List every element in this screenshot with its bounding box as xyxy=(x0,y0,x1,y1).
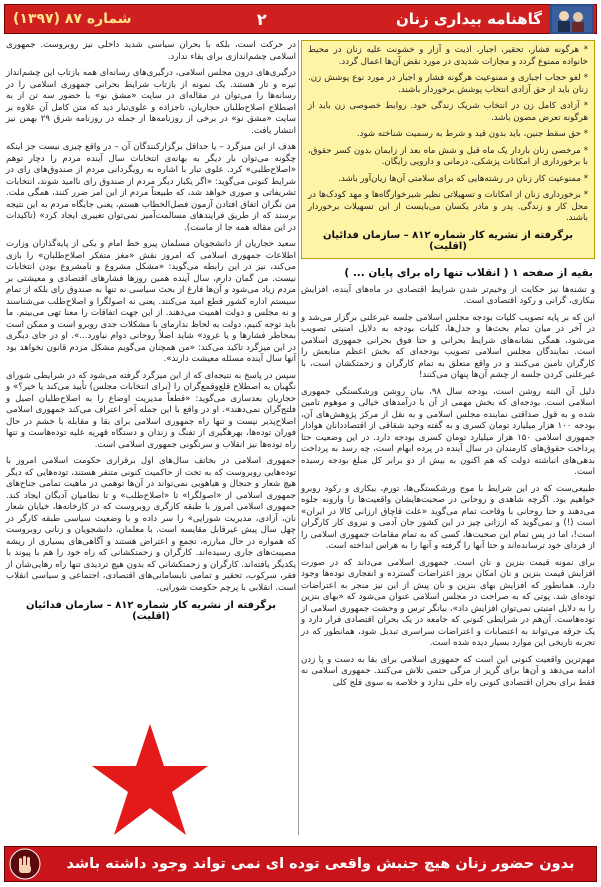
continuation-heading: بقیه از صفحه ۱ ( انقلاب تنها راه برای پایان ... ) xyxy=(344,266,593,279)
left-column xyxy=(6,40,296,840)
article-source-credit: برگرفته از نشریه کار شماره ۸۱۲ – سازمان فدائیان (اقلیت) xyxy=(25,600,277,622)
bottom-banner xyxy=(4,846,597,882)
demand-item: * حق سقط جنین، باید بدون قید و شرط به رسمیت شناخته شود. xyxy=(356,129,588,139)
article-paragraph: برای نمونه قیمت بنزین و نان است. جمهوری اسلامی می‌داند که در صورت افزایش قیمت بنزین و نان امکان بروز اعتراضات گسترده و انفجاری توده‌ها وجود دارد. همانطور که افزایش بهای بنزین و نان پیش از این نیز منجر به اعتراضات توده‌ای شد. پوتی که به صراحت در مجلس اسلامی عنوان می‌شود که «بهای بنزین را به دلایل امنیتی نمی‌توان افزایش داد»، بیانگر ترس و وحشت جمهوری اسلامی از توده‌هاست. آن‌هم در شرایطی کنونی که جامعه در یک بحران اقتصادی فرار دارد و یک جرقه می‌تواند به اعتصابات و اعتراضات سراسری تبدیل شود، همانطور که در تجربه تاریخی این موارد بسیار دیده شده است. xyxy=(301,557,595,648)
stop-hand-icon xyxy=(5,847,45,881)
page-number: ۲ xyxy=(256,9,267,29)
right-column xyxy=(301,40,595,840)
article-paragraph: هدف از این میزگرد – یا حداقل برگزارکنندگان آن – در واقع چیزی نیست جز اینکه چگونه می‌توان بار دیگر به بهانه‌ی انتخابات سال آینده مردم را دچار توهم «اصلاح‌طلبی» کرد. علوی تبار با اشاره به رویگردانی مردم از صندوق‌های رای در شرایط کنونی می‌گوید: «اگر یکبار دیگر مردم از صندوق رای ناامید شوند، انتخابات تشریفاتی و صوری خواهد شد، که طبیعتاً مردم از این امر ضرر کنند، همگی ملت. من نگران اتفاق افتادن آزمون فصل‌الخطاب هستم، یعنی جایگاه مردم به این نتیجه برسند که از طریق فرایندهای مسالمت‌آمیز نمی‌توان تغییری ایجاد کرد» (تاکیدات در این مقاله همه جا از ماست). xyxy=(6,142,296,233)
demands-box xyxy=(301,40,595,259)
red-star-icon xyxy=(90,722,210,838)
issue-number: شماره ۸۷ (۱۳۹۷) xyxy=(13,11,132,27)
banner-slogan: بدون حضور زنان هیچ جنبش واقعی توده ای نمی تواند وجود داشته باشد xyxy=(66,856,575,872)
demand-item: * آزادی کامل زن در انتخاب شریک زندگی خود. روابط خصوصی زن باید از هرگونه تعرض مصون باشد. xyxy=(308,101,588,123)
article-paragraph: سپس در پاسخ به نتیجه‌ای که از این میزگرد گرفته می‌شود که در شرایطی شورای نگهبان به اصطلاح قلع‌وقمع‌گران را (برای انتخابات مجلس) تأیید می‌کند یا خیر؟» و حجاریان بعدسازی می‌گوید: «قطعاً مدیریت اوضاع را به اصلاح‌طلبان اصیل و فلتج‌گران نمی‌دهند». او در واقع با این جمله آخر اعتراف می‌کند جمهوری اسلامی اصلاح‌پذیر نیست و تنها راه جمهوری اسلامی برای بقا و مقابله با خشم در حال فوران توده‌ها، بهرهگیری از تفنگ و زندان و دستگاه قهریه علیه توده‌هاست و تنها راه توده‌ها نیز انقلاب و سرنگونی جمهوری اسلامی است. xyxy=(6,370,296,450)
article-paragraph: در حرکت است، بلکه با بحران سیاسی شدید داخلی نیز روبروست. جمهوری اسلامی چشم‌اندازی برای بقاء ندارد. xyxy=(6,40,296,62)
article-continuation xyxy=(301,285,595,690)
header-bar xyxy=(4,4,597,34)
article-paragraph: جمهوری اسلامی در بخاتف سال‌های اول برقراری حکومت اسلامی امروز با توده‌هایی روبروست که به تحت از حاکمیت کنونی متنفر هستند، توده‌هایی که دیگر هیچ شعار و جنجال و هیاهویی نمی‌تواند در آن‌ها توهمی در ماهیت تمامی جناح‌های جمهوری اسلامی از «اصولگرا» تا «اصلاح‌طلب» و تا نظامیان آدیگان ایجاد کند. جمهوری اسلامی امروز با طبقه کارگری روبروست که در کارخانه‌ها، خیابان شعار نان، آزادی، مدیریت شورایی» را سر داده و با وضعیت سیاسی طبقه کارگر در چهل سال پیش غیرقابل مقایسه است. با معلمان، دانشجویان و زنانی روبروست که همواره در حال مبارزه، تجمع و اعتراض هستند و آگاهی‌های بسیاری از ریشه مصیبت‌های جاری رسیده‌اند. کارگران و زحمتکشانی که راه خود را هم با پیوند با یکدیگر یافته‌اند. کارگران و زحمتکشانی که بدون هیچ تردیدی تنها راه رهایی‌شان از فقر، سرکوب، تحقیر و تمامی نابسامانی‌های اقتصادی، اجتماعی و سیاسی انقلاب است. انقلابی با پرچم حکومت شورایی. xyxy=(6,456,296,593)
article-paragraph: و تشنه‌ها نیز حکایت از وخیم‌تر شدن شرایط اقتصادی در ماه‌های آینده، افزایش بیکاری، گرانی و رکود اقتصادی است. xyxy=(301,284,595,306)
demand-item: * لغو حجاب اجباری و ممنوعیت هرگونه فشار و اجبار در مورد نوع پوشش زن. زنان باید از حق آزادی انتخاب پوشش برخوردار باشند. xyxy=(308,73,588,95)
article-paragraph: درگیری‌های درون مجلس اسلامی، درگیری‌های رسانه‌ای همه بازتاب این چشم‌انداز تیره و تار هستند. یک نمونه از بازتاب شرایط بحرانی جمهوری اسلامی را در رسانه‌ها را می‌توان در مقاله‌ای در سایت «مشق نو» با حضور سه تن از به اصطلاح اصلاح‌طلبان حجاریان، تاجزاده و علوی‌تبار دید که متن کامل آن علاوه بر سایت «مشق نو» در برخی از روزنامه‌ها از جمله در روزنامه شرق ۲۹ بهمن نیز انتشار یافت. xyxy=(6,68,297,136)
column-divider xyxy=(298,40,299,835)
article-paragraph: طبیعی‌ست که در این شرایط با موج ورشکستگی‌ها، تورم، بیکاری و رکود روبرو خواهیم بود. اگرچه شاهدی و روحانی در صحبت‌هایشان واقعیت‌ها را وارونه جلوه می‌دهند و حتا روحانی با وقاحت تمام می‌گوید «علت قاچاق ارزانی کالا در ایران» است (!) و نمی‌گوید که ارزانی چیز در این کشور جان آدمی و نیروی کار کارگران است!، اما در پس تمام این صحبت‌ها، کسی که به تمام مقامات جمهوری اسلامی را از فردای خود ترسانده‌اند و حتا آنها را گرفته و آنها را به هراس انداخته است. xyxy=(301,483,595,551)
demand-item: * هرگونه فشار، تحقیر، اجبار، اذیت و آزار و خشونت علیه زنان در محیط خانواده ممنوع گردد و مجازات شدیدی در مورد نقض آن‌ها اعمال گردد. xyxy=(308,45,588,67)
demand-item: * مرخصی زنان باردار یک ماه قبل و شش ماه بعد از زایمان بدون کسر حقوق، با برخورداری از امکانات پزشکی، درمانی و دارویی رایگان. xyxy=(308,145,588,167)
demand-item: * برخورداری زنان از امکانات و تسهیلاتی نظیر شیرخوارگاه‌ها و مهد کودک‌ها در محل کار و زندگی. پدر و مادر یکسان می‌بایست از این تسهیلات برخوردار باشند. xyxy=(308,190,588,223)
article-paragraph: مهم‌ترین واقعیت کنونی این است که جمهوری اسلامی برای بقا به دست و پا زدن ادامه می‌دهد و آن‌ها برای گریز از مرگی حتمی تلاش می‌کنند. جمهوری اسلامی نه فقط برای بحران اقتصادی کنونی راه حلی ندارد و خلاصه به سوی فلج کلی xyxy=(301,654,595,688)
newsletter-title: گاهنامه بیداری زنان xyxy=(396,10,542,28)
article-paragraph: سعید حجاریان از دانشجویان مسلمان پیرو خط امام و یکی از پایه‌گذاران وزارت اطلاعات جمهوری اسلامی که امروز نقش «مغز متفکر اصلاح‌طلبان» را بازی می‌کند، نیز در این رابطه می‌گوید: «مشکل مشروع و نامشروع بودن انتخابات نیست. من گمان دارم، سال آینده همین روزها فشارهای اقتصادی و معیشتی بر مردم زیاد می‌شود و آن‌ها فارغ از بحث سیاسی نه تنها به صندوق رای بلکه از تمام سیستم اداره کشور قطع امید می‌کنند. یعنی نه اصولگرا و اصلاح‌طلب می‌شناسند و نه مجلس و دولت اهمیت می‌دهند. از این جهت اتفاقات را معنا تهی می‌بینم. ما باید توجه کنیم، دولت به لحاظ ندارمای با مشکلات جدی روبرو است و ممکن است بمحاطر فشارها و یا عرود» شاید اصلاً روحانی دوام نیاورد...». او در جای دیگری در این میزگرد تاکید می‌کند: «من همچنان می‌گویم مشکل مردم قانون نخواهد بود آنها سال آینده مسئله معیشت دارند». xyxy=(6,239,296,364)
demand-item: * ممنوعیت کار زنان در رشته‌هایی که برای سلامتی آن‌ها زیان‌آور باشد. xyxy=(338,173,588,184)
article-body xyxy=(6,40,296,594)
article-paragraph: این که بر پایه تصویب کلیات بودجه مجلس اسلامی جلسه غیرعلنی برگزار می‌شد و در آخر در میان تمام بحث‌ها و جدل‌ها، کلیات بودجه به دلایل امنیتی تصویب می‌شود، همگی نشانه‌های شرایط بحرانی و حتا فوق بحرانی جمهوری اسلامی است. نمایندگان مجلس اسلامی تصویب بودجه‌ای که بخش اعظم منابعش را کارگران تامین می‌کنند و در واقع متعلق به تمام کارگران و زحمتکشان است، با غیرعلنی کردن جلسه از چشم آن‌ها پنهان می‌کنند! xyxy=(301,312,595,380)
logo-icon xyxy=(550,4,594,34)
box-source-credit: برگرفته از نشریه کار شماره ۸۱۲ – سازمان فدائیان (اقلیت) xyxy=(322,229,574,252)
article-paragraph: دلیل آن البته روشن است، بودجه سال ۹۸، بیان روشن ورشکستگی جمهوری اسلامی است. بودجه‌ای که بخش مهمی از آن با درآمدهای خیالی و موهوم تامین شده و به قول صداقتی نماینده مجلس اسلامی و به نقل از مرکز پژوهش‌های آن، بودجه ۱۰۰ هزار میلیارد تومان کسری و به گفته وحید شقاقی از اقتصاددانان هوادار جمهوری اسلامی ۱۵۰ هزار میلیارد تومان کسری بودجه دارد. در این وضعیت حتا پرداخت حقوق‌های کارمندان در سال آینده در پرده ابهام است، چه رسد به پرداخت بدهی‌های انباشته دولت که هم اکنون به بیش از دو برابر کل مبلغ بودجه رسیده است. xyxy=(301,386,595,477)
